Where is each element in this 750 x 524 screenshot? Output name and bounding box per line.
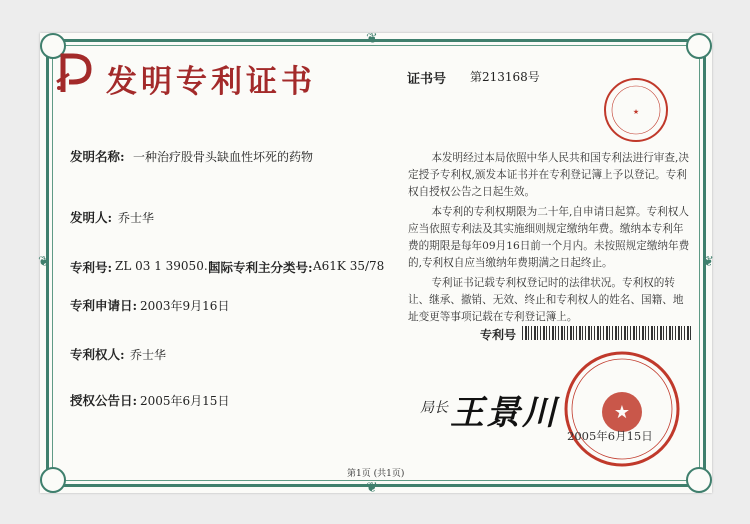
barcode: [522, 326, 692, 340]
paragraph-legal-status: 专利证书记载专利权登记时的法律状况。专利权的转让、继承、撤销、无效、终止和专利权人的姓名、国籍、地址变更等事项记载在专利登记簿上。: [408, 277, 684, 323]
filing-date-label: 专利申请日:: [70, 298, 138, 313]
left-ornament: ❦: [38, 254, 50, 270]
corner-ornament: [686, 467, 712, 493]
paragraph-term-and-fees: 本专利的专利权期限为二十年,自申请日起算。专利权人应当依照专利法及其实施细则规定缴纳年费。缴纳本专利年费的期限是每年09月16日前一个月内。未按照规定缴纳年费的,专利权自应当缴纳年费期满之日起终止。: [408, 206, 690, 269]
inventor-label: 发明人:: [70, 210, 113, 225]
national-ipo-seal-icon: [563, 350, 681, 468]
corner-ornament: [686, 33, 712, 59]
page-number: 第1页 (共1页): [347, 469, 405, 479]
patent-number-value: ZL 03 1 39050.1: [115, 259, 216, 273]
right-ornament: ❦: [702, 254, 714, 270]
invention-name-value: 一种治疗股骨头缺血性坏死的药物: [133, 150, 314, 164]
grant-date-label: 授权公告日:: [70, 393, 138, 408]
ipc-label: 国际专利主分类号:: [208, 260, 313, 275]
grant-date-value: 2005年6月15日: [140, 394, 230, 408]
patent-holder-value: 乔士华: [130, 348, 167, 362]
bottom-ornament: ❦: [366, 480, 378, 496]
director-title: 局长: [420, 400, 448, 416]
patent-holder-label: 专利权人:: [70, 347, 125, 362]
paragraph-examination: 本发明经过本局依照中华人民共和国专利法进行审查,决定授予专利权,颁发本证书并在专利登记簿上予以登记。专利权自授权公告之日起生效。: [408, 152, 689, 198]
svg-text:★: ★: [613, 402, 631, 423]
corner-ornament: [40, 467, 66, 493]
filing-date-value: 2003年9月16日: [140, 299, 230, 313]
ipc-value: A61K 35/78: [313, 259, 385, 273]
inventor-value: 乔士华: [118, 211, 155, 225]
patent-number-label: 专利号:: [70, 260, 113, 275]
stamp-date: 2005年6月15日: [567, 429, 653, 443]
patent-office-logo-icon: [55, 52, 95, 94]
certificate-number-value: 第213168号: [470, 70, 540, 84]
certificate-number-label: 证书号: [407, 72, 447, 87]
barcode-label: 专利号: [480, 328, 517, 342]
certificate-title: 发明专利证书: [106, 64, 316, 100]
agency-stamp-icon: [602, 76, 670, 144]
director-signature: 王景川: [450, 393, 558, 433]
certificate-body-text: [408, 150, 693, 326]
svg-text:★: ★: [632, 108, 640, 116]
invention-name-label: 发明名称:: [70, 149, 125, 164]
top-ornament: ❦: [366, 31, 378, 47]
